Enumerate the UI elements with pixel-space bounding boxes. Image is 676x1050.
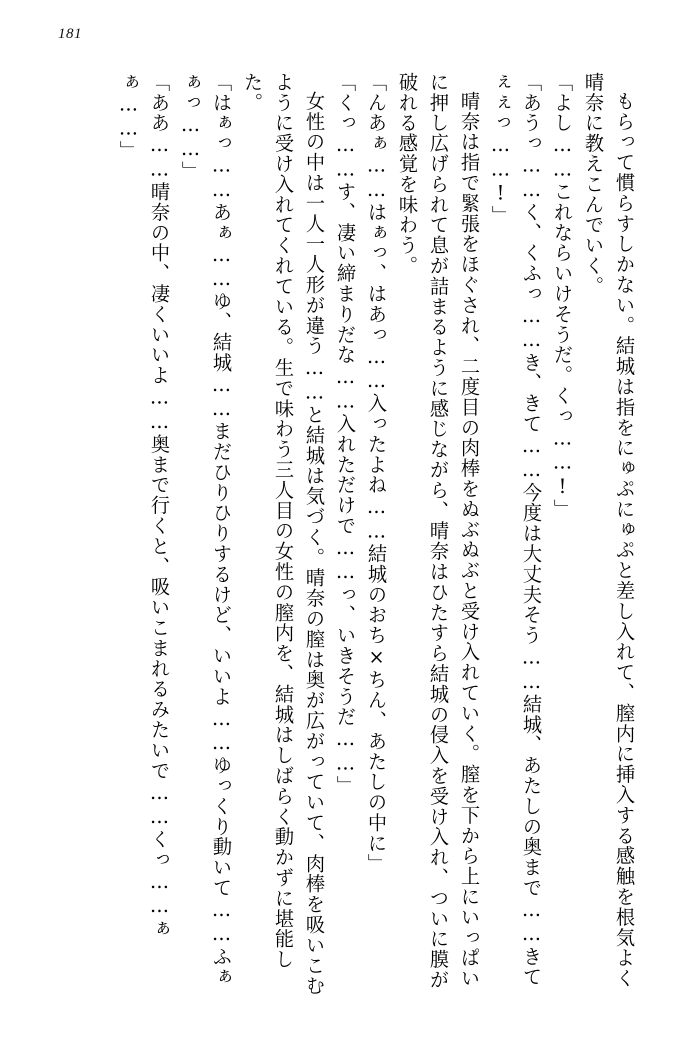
- paragraph: 女性の中は一人一人形が違う……と結城は気づく。晴奈の膣は奥が広がっていて、肉棒を吸いこむように受け入れてくれている。生で味わう三人目の女性の膣内を、結城はしばらく動かずに堪能した。: [241, 72, 326, 997]
- paragraph: 「はぁっ……あぁ……ゆ、結城……まだひりひりするけど、いいよ……ゆっくり動いて……ふぁぁっ……」: [179, 72, 233, 988]
- paragraph: 「んあぁ……はぁっ、はあっ……入ったよね……結城のおち×ちん、あたしの中に」: [365, 72, 388, 874]
- paragraph: 「ああ……晴奈の中、凄くいいよ……奥まで行くと、吸いこまれるみたいで……くっ……ぁぁ……」: [117, 72, 171, 939]
- paragraph: 「あうっ……く、くふっ……き、きて……今度は大丈夫そう……結城、あたしの奥まで……きてぇぇっ……!」: [489, 72, 543, 988]
- page-number: 181: [58, 26, 82, 42]
- paragraph: もらって慣らすしかない。結城は指をにゅぷにゅぷと差し入れて、膣内に挿入する感触を根気よく晴奈に教えこんでいく。: [582, 72, 636, 989]
- paragraph: 「くっ……す、凄い締まりだな……入れただけで……っ、いきそうだ……」: [334, 72, 357, 796]
- paragraph: 晴奈は指で緊張をほぐされ、二度目の肉棒をぬぶぬぶと受け入れていく。膣を下から上にいっぱいに押し広げられて息が詰まるように感じながら、晴奈はひたすら結城の侵入を受け入れ、ついに膜が破れる感覚を味わう。: [396, 72, 481, 990]
- paragraph: 「よし……これならいけそうだ。くっ……!」: [551, 72, 574, 520]
- vertical-text-body: [36, 72, 640, 1002]
